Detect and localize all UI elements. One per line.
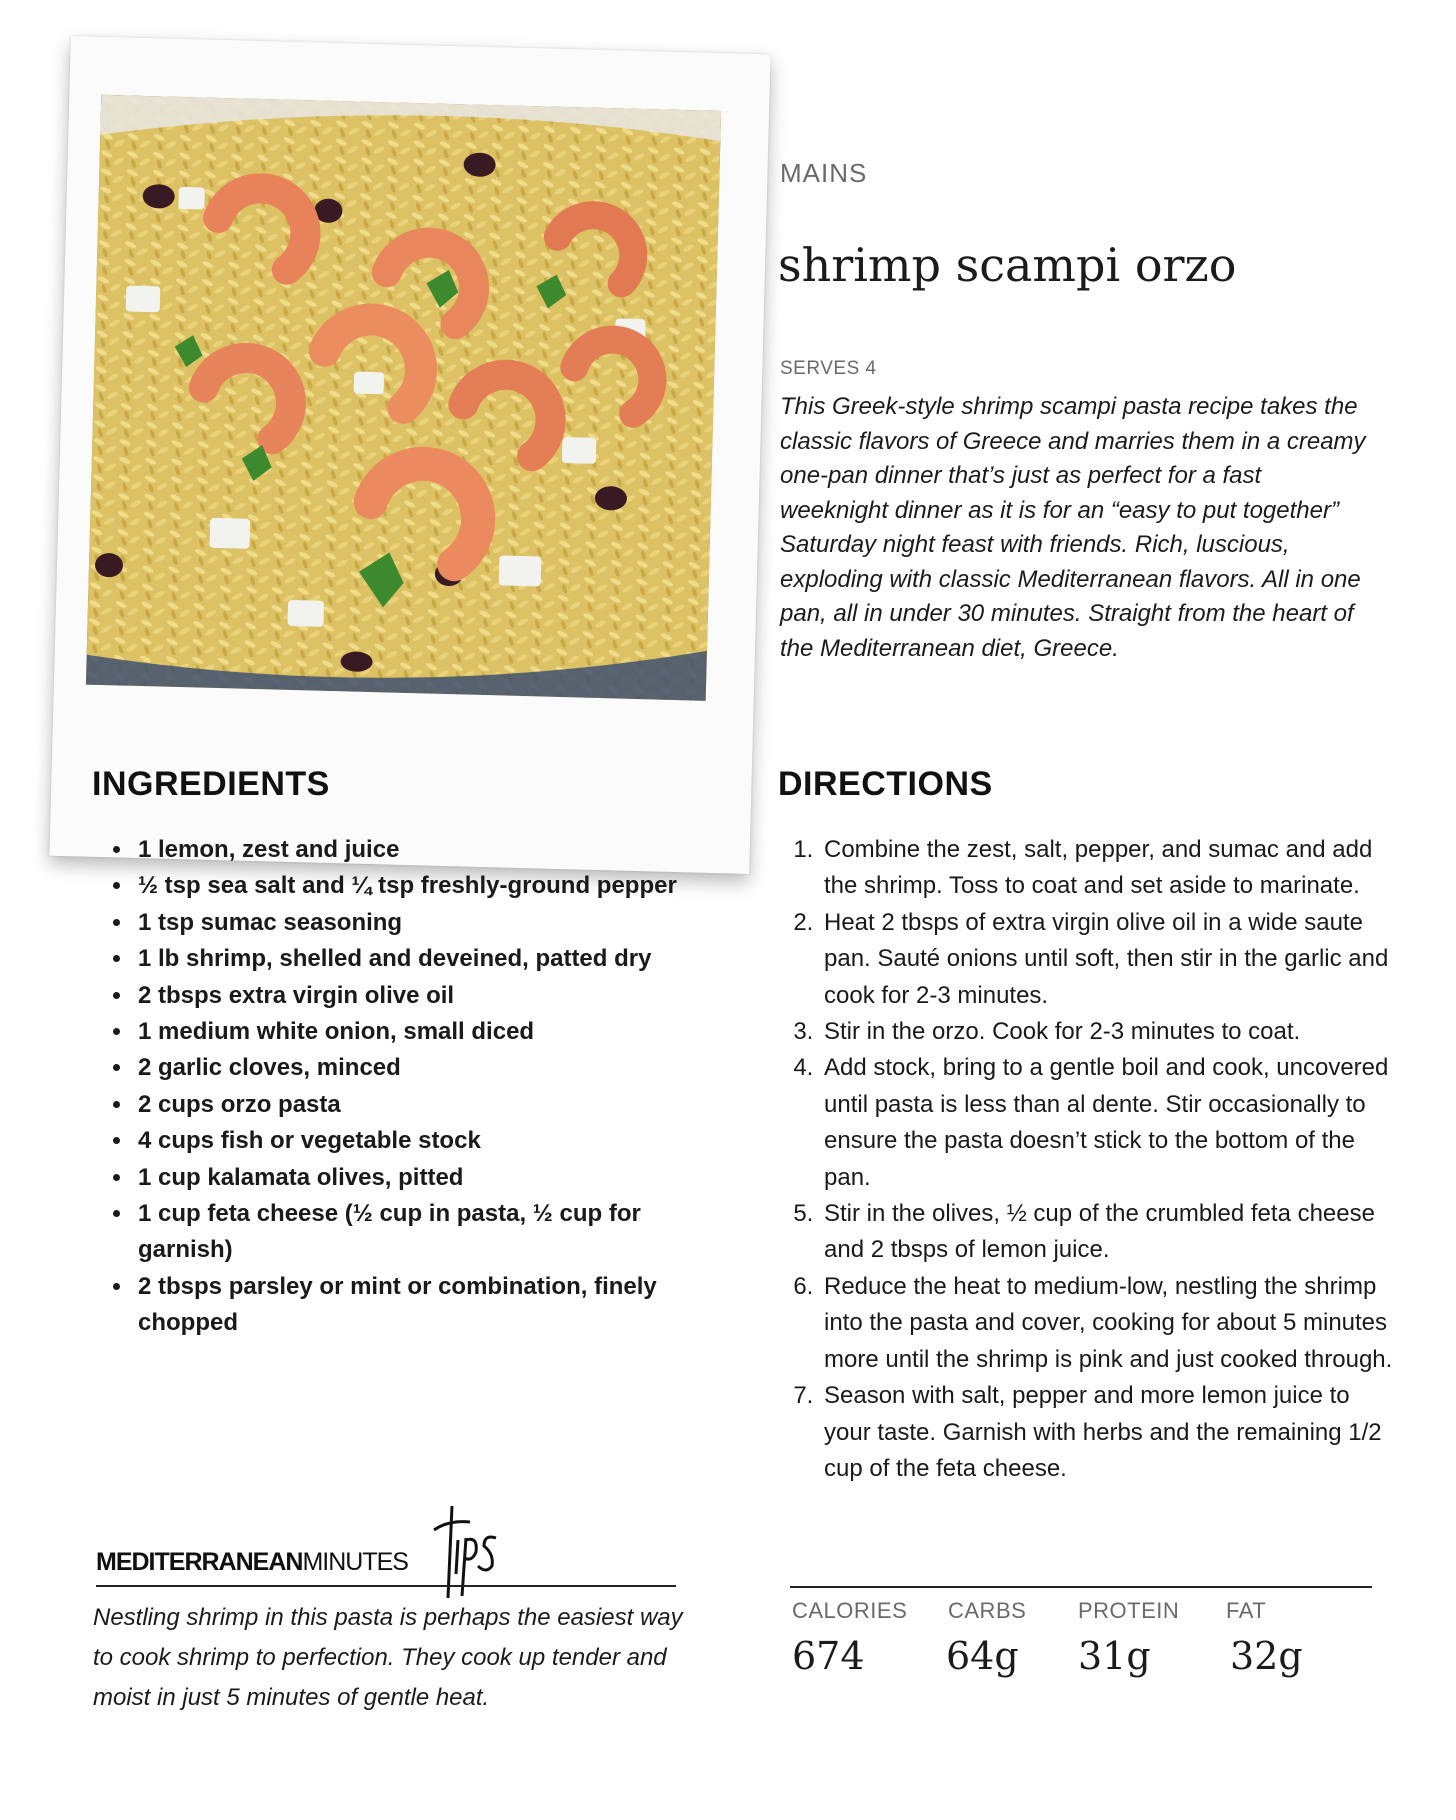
- calories-label: CALORIES: [792, 1598, 908, 1623]
- ingredient-item: • 1 tsp sumac seasoning: [134, 905, 724, 941]
- recipe-photo-frame: [49, 36, 770, 874]
- direction-step: 2. Heat 2 tbsps of extra virgin olive oil in a wide saute pan. Sauté onions until soft, then stir in the garlic and cook for 2-3 minutes.: [820, 905, 1400, 1014]
- direction-step: 3. Stir in the orzo. Cook for 2-3 minutes to coat.: [820, 1014, 1400, 1050]
- recipe-description: This Greek-style shrimp scampi pasta recipe takes the classic flavors of Greece and marries them in a creamy one-pan dinner that’s just as perfect for a fast weeknight dinner as it is for an “easy to put together” Saturday night feast with friends. Rich, luscious, exploding with classic Mediterranean flavors. All in one pan, all in under 30 minutes. Straight from the heart of the Mediterranean diet, Greece.: [780, 393, 1366, 662]
- recipe-title: shrimp scampi orzo: [778, 238, 1237, 292]
- ingredient-item: • 1 cup kalamata olives, pitted: [134, 1160, 724, 1196]
- ingredient-item: • 2 tbsps extra virgin olive oil: [134, 978, 724, 1014]
- recipe-serves: SERVES 4: [780, 358, 877, 379]
- ingredient-item: • 1 lemon, zest and juice: [134, 832, 724, 868]
- protein-value: 31g: [1078, 1634, 1151, 1678]
- ingredient-item: • 1 cup feta cheese (½ cup in pasta, ½ cup for garnish): [134, 1196, 724, 1269]
- direction-step: 1. Combine the zest, salt, pepper, and sumac and add the shrimp. Toss to coat and set aside to marinate.: [820, 832, 1400, 905]
- carbs-value: 64g: [946, 1634, 1019, 1678]
- ingredient-item: • 2 garlic cloves, minced: [134, 1050, 724, 1086]
- nutrition-divider: [790, 1586, 1372, 1588]
- ingredients-heading: INGREDIENTS: [92, 765, 330, 803]
- ingredient-item: • ½ tsp sea salt and ¼ tsp freshly-ground pepper: [134, 868, 724, 904]
- direction-step: 5. Stir in the olives, ½ cup of the crumbled feta cheese and 2 tbsps of lemon juice.: [820, 1196, 1400, 1269]
- direction-step: 6. Reduce the heat to medium-low, nestling the shrimp into the pasta and cover, cooking for about 5 minutes more until the shrimp is pink and just cooked through.: [820, 1269, 1400, 1378]
- recipe-category: MAINS: [780, 158, 868, 188]
- directions-heading: DIRECTIONS: [778, 765, 993, 803]
- tips-text: Nestling shrimp in this pasta is perhaps the easiest way to cook shrimp to perfection. They cook up tender and moist in just 5 minutes of gentle heat.: [93, 1604, 683, 1711]
- protein-label: PROTEIN: [1078, 1598, 1180, 1623]
- ingredient-item: • 4 cups fish or vegetable stock: [134, 1123, 724, 1159]
- ingredient-item: • 1 lb shrimp, shelled and deveined, patted dry: [134, 941, 724, 977]
- shrimp-orzo-illustration: [86, 95, 721, 701]
- ingredient-item: • 2 cups orzo pasta: [134, 1087, 724, 1123]
- carbs-label: CARBS: [948, 1598, 1027, 1623]
- fat-label: FAT: [1226, 1598, 1267, 1623]
- brand-bold: MEDITERRANEAN: [96, 1548, 303, 1576]
- calories-value: 674: [792, 1634, 865, 1678]
- direction-step: 7. Season with salt, pepper and more lemon juice to your taste. Garnish with herbs and the remaining 1/2 cup of the feta cheese.: [820, 1378, 1400, 1487]
- tips-brand-logo: [96, 1548, 408, 1577]
- brand-light: MINUTES: [302, 1548, 408, 1576]
- ingredient-item: • 1 medium white onion, small diced: [134, 1014, 724, 1050]
- ingredient-item: • 2 tbsps parsley or mint or combination, finely chopped: [134, 1269, 724, 1342]
- directions-list: [790, 832, 1400, 1487]
- tips-divider: [96, 1585, 676, 1587]
- ingredients-list: [104, 832, 724, 1342]
- recipe-photo: [86, 95, 721, 701]
- fat-value: 32g: [1230, 1634, 1303, 1678]
- direction-step: 4. Add stock, bring to a gentle boil and cook, uncovered until pasta is less than al dente. Stir occasionally to ensure the pasta doesn’t stick to the bottom of the pan.: [820, 1050, 1400, 1196]
